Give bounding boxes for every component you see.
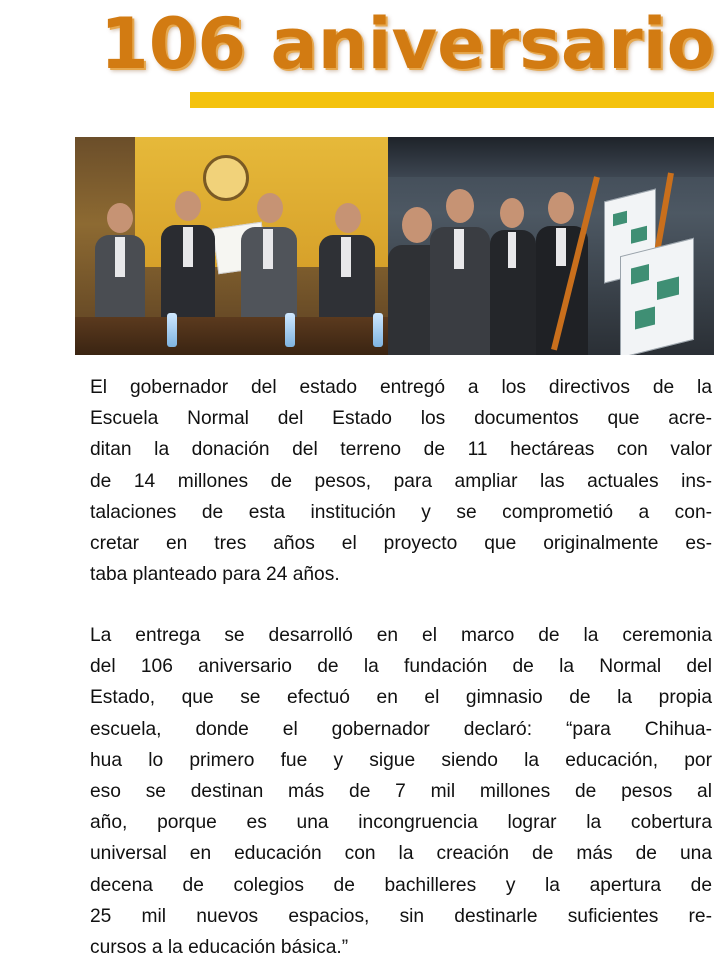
person [428,175,492,355]
article-paragraph-1 [90,372,712,590]
ceremony-table [75,317,388,355]
text-line: cretar en tres años el proyecto que originalmente es- [90,533,712,555]
water-bottle [167,313,177,347]
person [89,195,149,335]
photo-strip [75,137,714,355]
text-line: de 14 millones de pesos, para ampliar las actuales ins- [90,470,712,492]
exhibition-photo [388,137,714,355]
text-line: taba planteado para 24 años. [90,564,340,586]
text-line: talaciones de esta institución y se comprometió a con- [90,501,712,523]
text-line: hua lo primero fue y sigue siendo la educación, por [90,749,712,771]
title-accent-bar [190,92,714,108]
text-line: Estado, que se efectuó en el gimnasio de la propia [90,687,712,709]
text-line: del 106 aniversario de la fundación de la Normal del [90,656,712,678]
gym-ceiling [388,137,714,177]
person [157,185,217,335]
text-line: eso se destinan más de 7 mil millones de pesos al [90,781,712,803]
person [313,195,379,335]
text-line: universal en educación con la creación de más de una [90,843,712,865]
text-line: La entrega se desarrolló en el marco de la ceremonia [90,625,712,646]
ceremony-photo [75,137,388,355]
page-title: 106 aniversario [100,3,715,85]
exhibit-poster [620,238,694,355]
text-line: 25 mil nuevos espacios, sin destinarle suficientes re- [90,905,712,927]
article-paragraph-2 [90,620,712,963]
text-line: año, porque es una incongruencia lograr la cobertura [90,812,712,834]
text-line: escuela, donde el gobernador declaró: “para Chihua- [90,718,712,740]
water-bottle [285,313,295,347]
text-line: cursos a la educación básica.” [90,937,349,959]
person [488,190,538,355]
text-line: decena de colegios de bachilleres y la apertura de [90,874,712,896]
text-line: Escuela Normal del Estado los documentos que acre- [90,408,712,430]
water-bottle [373,313,383,347]
text-line: ditan la donación del terreno de 11 hectáreas con valor [90,439,712,461]
text-line: El gobernador del estado entregó a los directivos de la [90,377,712,398]
